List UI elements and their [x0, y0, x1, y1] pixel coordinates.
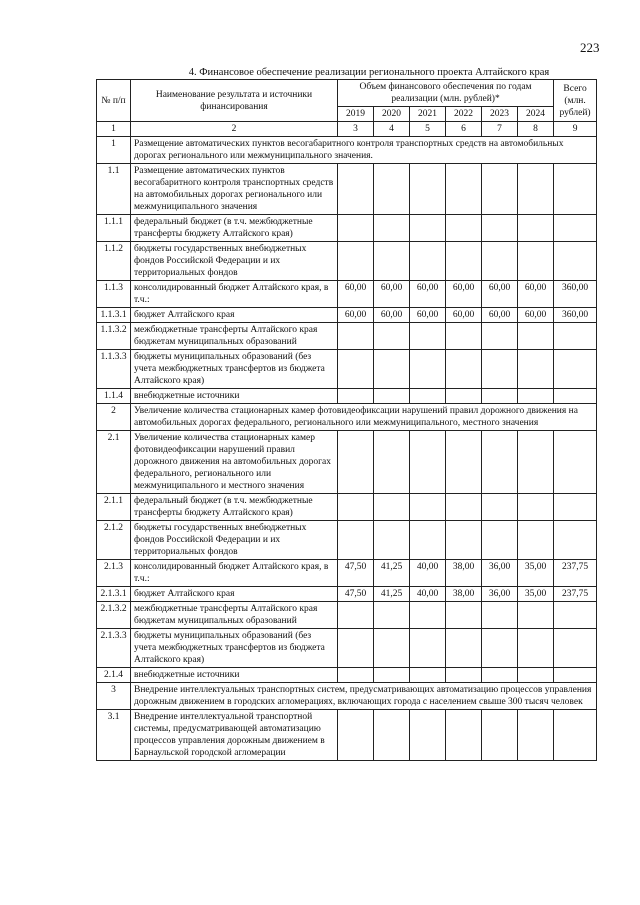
row-number: 2.1.2	[97, 521, 131, 560]
table-row	[97, 242, 597, 281]
total-cell	[554, 494, 597, 521]
row-name: бюджет Алтайского края	[131, 587, 338, 602]
row-number: 2.1.1	[97, 494, 131, 521]
year-value-cell: 47,50	[338, 560, 374, 587]
year-value-cell	[482, 242, 518, 281]
year-value-cell	[338, 431, 374, 494]
row-name: бюджеты муниципальных образований (без учета межбюджетных трансфертов из бюджета Алтайского края)	[131, 350, 338, 389]
year-value-cell	[374, 350, 410, 389]
column-index: 1	[97, 122, 131, 137]
year-value-cell: 40,00	[410, 560, 446, 587]
row-number: 1.1.3.1	[97, 308, 131, 323]
table-row	[97, 587, 597, 602]
year-value-cell	[482, 389, 518, 404]
header-year: 2019	[338, 107, 374, 122]
table-row	[97, 350, 597, 389]
year-value-cell	[374, 668, 410, 683]
year-value-cell: 36,00	[482, 587, 518, 602]
year-value-cell	[338, 602, 374, 629]
row-name: внебюджетные источники	[131, 389, 338, 404]
total-cell	[554, 242, 597, 281]
section-title: Увеличение количества стационарных камер фотовидеофиксации нарушений правил дорожного движения на автомобильных дорогах федерального, регионального или межмуниципального, местного значения	[131, 404, 597, 431]
row-number: 2.1.4	[97, 668, 131, 683]
column-index: 9	[554, 122, 597, 137]
row-number: 2.1.3	[97, 560, 131, 587]
year-value-cell	[410, 710, 446, 761]
row-number: 1.1.3.2	[97, 323, 131, 350]
section-row	[97, 683, 597, 710]
year-value-cell	[374, 389, 410, 404]
year-value-cell	[518, 242, 554, 281]
year-value-cell: 60,00	[518, 281, 554, 308]
row-name: межбюджетные трансферты Алтайского края бюджетам муниципальных образований	[131, 602, 338, 629]
year-value-cell	[374, 323, 410, 350]
year-value-cell: 60,00	[338, 281, 374, 308]
row-name: Размещение автоматических пунктов весогабаритного контроля транспортных средств на автомобильных дорогах регионального или межмуниципального значения	[131, 164, 338, 215]
year-value-cell: 60,00	[446, 281, 482, 308]
year-value-cell	[482, 164, 518, 215]
table-row	[97, 281, 597, 308]
year-value-cell	[410, 215, 446, 242]
year-value-cell: 41,25	[374, 587, 410, 602]
column-index: 8	[518, 122, 554, 137]
total-cell	[554, 389, 597, 404]
year-value-cell	[338, 389, 374, 404]
year-value-cell: 60,00	[410, 281, 446, 308]
row-number: 1.1.3	[97, 281, 131, 308]
header-row	[97, 80, 597, 107]
row-name: бюджеты муниципальных образований (без учета межбюджетных трансфертов из бюджета Алтайского края)	[131, 629, 338, 668]
year-value-cell	[518, 431, 554, 494]
year-value-cell	[446, 710, 482, 761]
section-row	[97, 137, 597, 164]
column-index: 2	[131, 122, 338, 137]
year-value-cell: 40,00	[410, 587, 446, 602]
row-name: федеральный бюджет (в т.ч. межбюджетные трансферты бюджету Алтайского края)	[131, 215, 338, 242]
header-year: 2021	[410, 107, 446, 122]
header-year: 2022	[446, 107, 482, 122]
year-value-cell	[410, 629, 446, 668]
column-index: 6	[446, 122, 482, 137]
year-value-cell: 38,00	[446, 587, 482, 602]
column-index-row	[97, 122, 597, 137]
year-value-cell	[482, 521, 518, 560]
year-value-cell: 60,00	[374, 308, 410, 323]
total-cell	[554, 350, 597, 389]
total-cell: 360,00	[554, 308, 597, 323]
page-number: 223	[580, 40, 600, 55]
header-year: 2023	[482, 107, 518, 122]
total-cell	[554, 521, 597, 560]
header-year: 2024	[518, 107, 554, 122]
year-value-cell	[482, 494, 518, 521]
table-row	[97, 389, 597, 404]
financing-table	[96, 79, 597, 761]
row-number: 2.1	[97, 431, 131, 494]
year-value-cell	[410, 242, 446, 281]
year-value-cell	[446, 494, 482, 521]
year-value-cell	[518, 710, 554, 761]
year-value-cell	[338, 629, 374, 668]
year-value-cell	[338, 710, 374, 761]
year-value-cell	[446, 242, 482, 281]
year-value-cell: 60,00	[482, 308, 518, 323]
section-row	[97, 404, 597, 431]
year-value-cell	[518, 389, 554, 404]
year-value-cell	[482, 710, 518, 761]
table-row	[97, 629, 597, 668]
year-value-cell	[338, 215, 374, 242]
year-value-cell: 60,00	[446, 308, 482, 323]
year-value-cell	[338, 323, 374, 350]
section-num: 3	[97, 683, 131, 710]
year-value-cell	[338, 521, 374, 560]
table-caption: 4. Финансовое обеспечение реализации регионального проекта Алтайского края	[188, 67, 550, 78]
year-value-cell	[374, 521, 410, 560]
total-cell	[554, 629, 597, 668]
header-year: 2020	[374, 107, 410, 122]
table-row	[97, 215, 597, 242]
year-value-cell	[374, 164, 410, 215]
row-number: 1.1	[97, 164, 131, 215]
row-number: 1.1.3.3	[97, 350, 131, 389]
row-name: бюджет Алтайского края	[131, 308, 338, 323]
total-cell	[554, 668, 597, 683]
row-name: межбюджетные трансферты Алтайского края бюджетам муниципальных образований	[131, 323, 338, 350]
table-row	[97, 602, 597, 629]
column-index: 3	[338, 122, 374, 137]
year-value-cell	[374, 710, 410, 761]
year-value-cell	[410, 431, 446, 494]
header-total: Всего (млн. рублей)	[554, 80, 597, 122]
year-value-cell: 60,00	[482, 281, 518, 308]
year-value-cell	[410, 389, 446, 404]
year-value-cell	[374, 215, 410, 242]
year-value-cell	[374, 602, 410, 629]
year-value-cell	[446, 431, 482, 494]
year-value-cell	[446, 389, 482, 404]
year-value-cell	[410, 602, 446, 629]
year-value-cell	[446, 668, 482, 683]
year-value-cell	[410, 350, 446, 389]
row-number: 2.1.3.3	[97, 629, 131, 668]
year-value-cell	[482, 668, 518, 683]
year-value-cell	[482, 350, 518, 389]
total-cell	[554, 431, 597, 494]
header-name: Наименование результата и источники финансирования	[131, 80, 338, 122]
year-value-cell	[410, 668, 446, 683]
row-name: федеральный бюджет (в т.ч. межбюджетные трансферты бюджету Алтайского края)	[131, 494, 338, 521]
row-number: 2.1.3.2	[97, 602, 131, 629]
table-row	[97, 164, 597, 215]
year-value-cell	[482, 215, 518, 242]
row-name: Внедрение интеллектуальной транспортной системы, предусматривающей автоматизацию процессов управления дорожным движением в Барнаульской городской агломерации	[131, 710, 338, 761]
column-index: 5	[410, 122, 446, 137]
year-value-cell: 47,50	[338, 587, 374, 602]
year-value-cell	[374, 629, 410, 668]
year-value-cell	[518, 521, 554, 560]
year-value-cell	[482, 602, 518, 629]
total-cell	[554, 215, 597, 242]
row-number: 1.1.1	[97, 215, 131, 242]
section-num: 1	[97, 137, 131, 164]
year-value-cell	[446, 215, 482, 242]
year-value-cell	[482, 431, 518, 494]
year-value-cell	[338, 494, 374, 521]
year-value-cell	[410, 164, 446, 215]
year-value-cell	[410, 323, 446, 350]
year-value-cell	[482, 323, 518, 350]
year-value-cell	[338, 350, 374, 389]
year-value-cell	[518, 629, 554, 668]
year-value-cell	[446, 323, 482, 350]
total-cell	[554, 164, 597, 215]
year-value-cell: 60,00	[518, 308, 554, 323]
row-name: бюджеты государственных внебюджетных фондов Российской Федерации и их территориальных фондов	[131, 242, 338, 281]
year-value-cell	[518, 668, 554, 683]
table-row	[97, 560, 597, 587]
total-cell: 237,75	[554, 587, 597, 602]
year-value-cell: 41,25	[374, 560, 410, 587]
section-num: 2	[97, 404, 131, 431]
table-row	[97, 431, 597, 494]
year-value-cell	[374, 494, 410, 521]
header-volume: Объем финансового обеспечения по годам реализации (млн. рублей)*	[338, 80, 554, 107]
column-index: 4	[374, 122, 410, 137]
year-value-cell	[410, 521, 446, 560]
table-row	[97, 308, 597, 323]
total-cell	[554, 710, 597, 761]
row-name: внебюджетные источники	[131, 668, 338, 683]
total-cell	[554, 323, 597, 350]
year-value-cell	[518, 323, 554, 350]
year-value-cell	[446, 629, 482, 668]
year-value-cell	[446, 521, 482, 560]
row-name: Увеличение количества стационарных камер фотовидеофиксации нарушений правил дорожного движения на автомобильных дорогах федерального, регионального или межмуниципального и местного значения	[131, 431, 338, 494]
table-row	[97, 521, 597, 560]
year-value-cell	[518, 350, 554, 389]
year-value-cell	[338, 668, 374, 683]
year-value-cell: 60,00	[374, 281, 410, 308]
year-value-cell: 60,00	[410, 308, 446, 323]
table-row	[97, 668, 597, 683]
year-value-cell	[482, 629, 518, 668]
table-row	[97, 710, 597, 761]
year-value-cell	[338, 164, 374, 215]
year-value-cell: 36,00	[482, 560, 518, 587]
column-index: 7	[482, 122, 518, 137]
year-value-cell: 60,00	[338, 308, 374, 323]
year-value-cell	[518, 215, 554, 242]
total-cell: 237,75	[554, 560, 597, 587]
year-value-cell	[518, 494, 554, 521]
row-number: 1.1.2	[97, 242, 131, 281]
header-num: № п/п	[97, 80, 131, 122]
row-number: 2.1.3.1	[97, 587, 131, 602]
year-value-cell	[518, 602, 554, 629]
year-value-cell	[446, 350, 482, 389]
year-value-cell	[338, 242, 374, 281]
year-value-cell	[374, 431, 410, 494]
year-value-cell	[410, 494, 446, 521]
table-row	[97, 323, 597, 350]
year-value-cell	[446, 602, 482, 629]
section-title: Внедрение интеллектуальных транспортных систем, предусматривающих автоматизацию процессов управления дорожным движением в городских агломерациях, включающих города с населением свыше 300 тысяч человек	[131, 683, 597, 710]
section-title: Размещение автоматических пунктов весогабаритного контроля транспортных средств на автомобильных дорогах регионального или межмуниципального значения.	[131, 137, 597, 164]
year-value-cell	[518, 164, 554, 215]
row-name: консолидированный бюджет Алтайского края, в т.ч.:	[131, 281, 338, 308]
table-row	[97, 494, 597, 521]
year-value-cell: 35,00	[518, 587, 554, 602]
total-cell	[554, 602, 597, 629]
row-number: 1.1.4	[97, 389, 131, 404]
row-number: 3.1	[97, 710, 131, 761]
year-value-cell	[374, 242, 410, 281]
row-name: консолидированный бюджет Алтайского края, в т.ч.:	[131, 560, 338, 587]
year-value-cell: 35,00	[518, 560, 554, 587]
year-value-cell: 38,00	[446, 560, 482, 587]
year-value-cell	[446, 164, 482, 215]
total-cell: 360,00	[554, 281, 597, 308]
row-name: бюджеты государственных внебюджетных фондов Российской Федерации и их территориальных фондов	[131, 521, 338, 560]
